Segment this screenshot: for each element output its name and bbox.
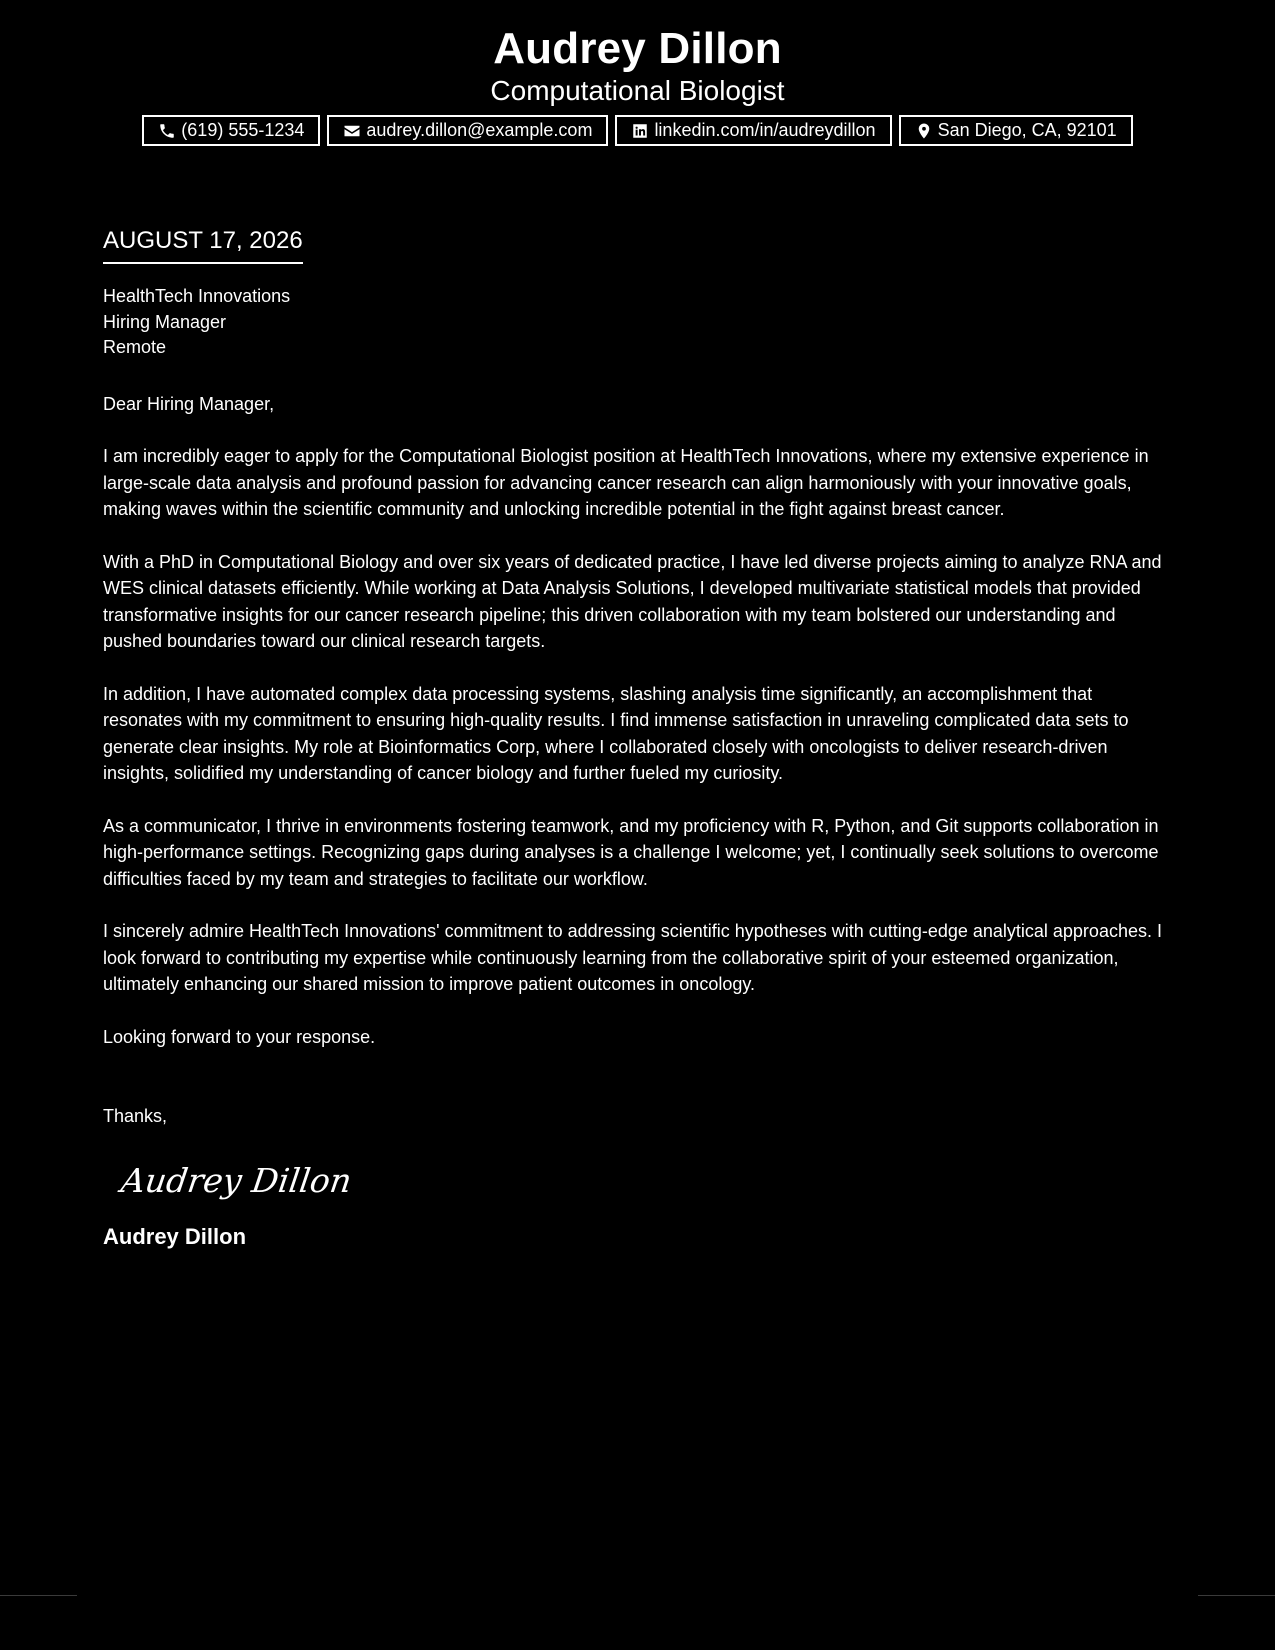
recipient-role: Hiring Manager bbox=[103, 311, 227, 332]
body-paragraph: I sincerely admire HealthTech Innovations' commitment to addressing scientific hypotheses with cutting-edge analytical approaches. I look forward to contributing my expertise while continuously learning from the collaborative spirit of your esteemed organization, ultimately enhancing our shared mission to improve patient outcomes in oncology. bbox=[103, 921, 1162, 994]
body-paragraph: I am incredibly eager to apply for the Computational Biologist position at HealthTech Innovations, where my extensive experience in large-scale data analysis and profound passion for advancing cancer research can align harmoniously with your innovative goals, making waves within the scientific community and unlocking incredible potential in the fight against breast cancer. bbox=[103, 446, 1149, 519]
letter-body bbox=[103, 226, 1173, 1250]
contact-linkedin[interactable] bbox=[615, 115, 891, 146]
contact-linkedin-text: linkedin.com/in/audreydillon bbox=[654, 120, 876, 140]
body-paragraph: With a PhD in Computational Biology and over six years of dedicated practice, I have led diverse projects aiming to analyze RNA and WES clinical datasets efficiently. While working at Data Analysis Solutions, I developed multivariate statistical models that provided transformative insights for our cancer research pipeline; this driven collaboration with my team bolstered our understanding and pushed boundaries toward our clinical research targets. bbox=[103, 551, 1162, 651]
closing-line: Looking forward to your response. bbox=[103, 1026, 376, 1047]
phone-icon bbox=[158, 122, 176, 140]
contact-phone-text: (619) 555-1234 bbox=[181, 120, 305, 140]
linkedin-icon bbox=[631, 122, 649, 140]
handwritten-signature bbox=[115, 1156, 355, 1206]
applicant-name: Audrey Dillon bbox=[493, 24, 782, 73]
signature-text: Audrey Dillon bbox=[118, 1160, 355, 1200]
recipient-block bbox=[103, 284, 1173, 361]
contact-bar bbox=[0, 115, 1275, 146]
contact-email-text: audrey.dillon@example.com bbox=[366, 120, 593, 140]
contact-phone[interactable] bbox=[142, 115, 320, 146]
applicant-title: Computational Biologist bbox=[490, 75, 785, 106]
footer-rule-left bbox=[0, 1595, 77, 1596]
signer-name: Audrey Dillon bbox=[103, 1223, 247, 1249]
contact-location[interactable] bbox=[899, 115, 1133, 146]
body-paragraph: As a communicator, I thrive in environments fostering teamwork, and my proficiency with R, Python, and Git supports collaboration in high-performance settings. Recognizing gaps during analyses is a challenge I welcome; yet, I continually seek solutions to overcome difficulties faced by my team and strategies to facilitate our workflow. bbox=[103, 815, 1159, 889]
letter-header bbox=[0, 22, 1275, 146]
footer-rule-right bbox=[1198, 1595, 1275, 1596]
map-marker-icon bbox=[915, 122, 933, 140]
recipient-location: Remote bbox=[103, 337, 167, 357]
envelope-icon bbox=[343, 122, 361, 140]
letter-date: AUGUST 17, 2026 bbox=[103, 226, 303, 264]
body-paragraph: In addition, I have automated complex data processing systems, slashing analysis time significantly, an accomplishment that resonates with my commitment to ensuring high-quality results. I find immense satisfaction in unraveling complicated data sets to generate clear insights. My role at Bioinformatics Corp, where I collaborated closely with oncologists to deliver research-driven insights, solidified my understanding of cancer biology and further fueled my curiosity. bbox=[103, 683, 1129, 783]
recipient-company: HealthTech Innovations bbox=[103, 286, 291, 306]
contact-location-text: San Diego, CA, 92101 bbox=[937, 120, 1117, 140]
sign-off: Thanks, bbox=[103, 1106, 168, 1126]
contact-email[interactable] bbox=[327, 115, 608, 146]
salutation: Dear Hiring Manager, bbox=[103, 393, 275, 414]
